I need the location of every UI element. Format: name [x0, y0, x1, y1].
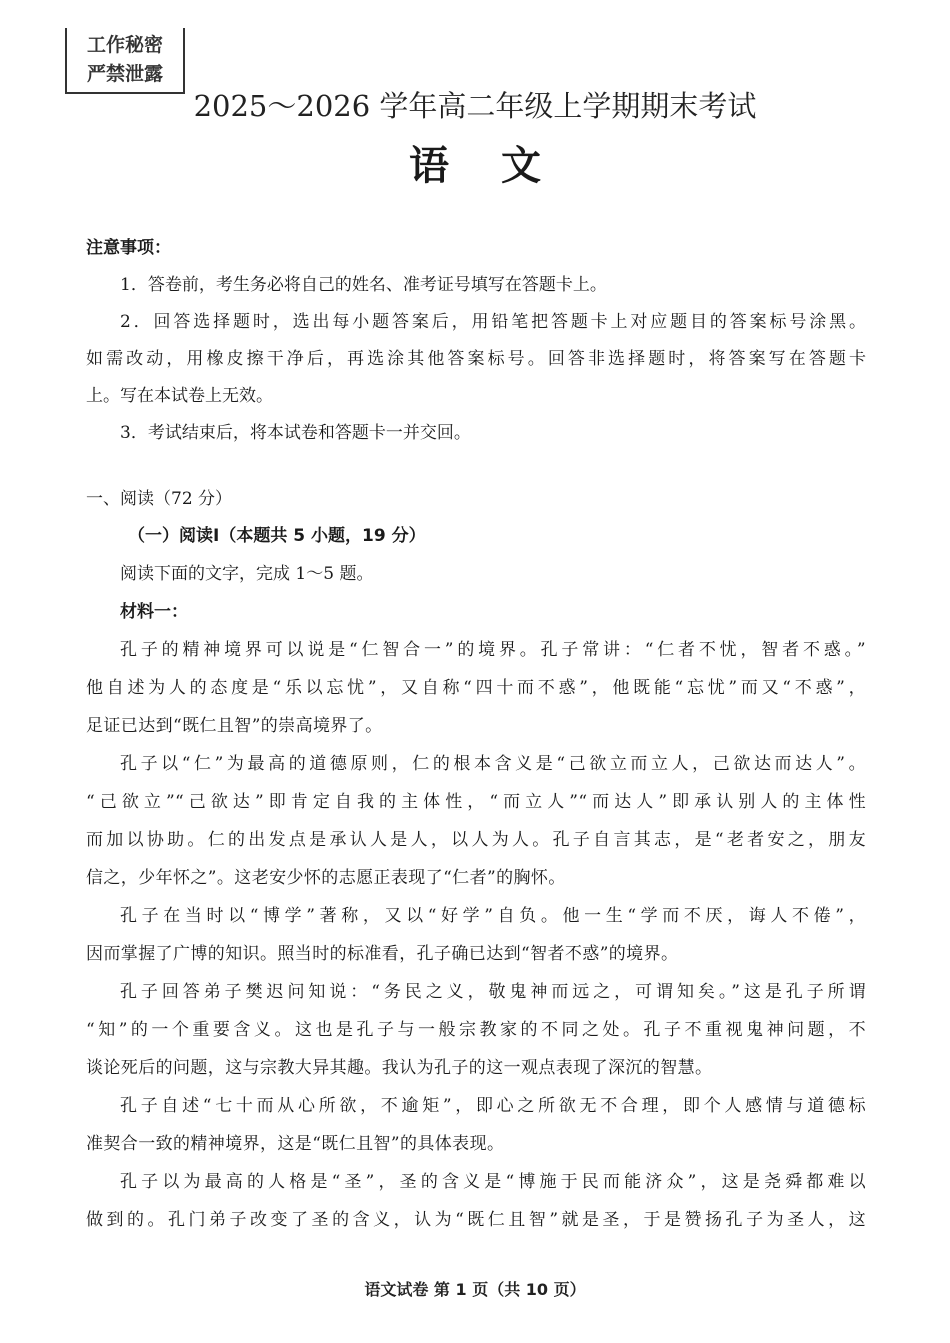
passage-line: 孔子以“仁”为最高的道德原则，仁的根本含义是“己欲立而立人，己欲达而达人”。	[120, 754, 866, 774]
notice-item-2-line-1: 2．回答选择题时，选出每小题答案后，用铅笔把答题卡上对应题目的答案标号涂黑。	[120, 312, 866, 332]
notice-item-1: 1．答卷前，考生务必将自己的姓名、准考证号填写在答题卡上。	[120, 275, 607, 295]
passage-line: 足证已达到“既仁且智”的崇高境界了。	[86, 716, 383, 736]
page-footer: 语文试卷 第 1 页（共 10 页）	[364, 1280, 586, 1299]
passage-line: 他自述为人的态度是“乐以忘忧”，又自称“四十而不惑”，他既能“忘忧”而又“不惑”，	[86, 678, 866, 698]
passage-line: 做到的。孔门弟子改变了圣的含义，认为“既仁且智”就是圣，于是赞扬孔子为圣人，这	[86, 1210, 866, 1230]
passage-line: 信之，少年怀之”。这老安少怀的志愿正表现了“仁者”的胸怀。	[86, 868, 566, 888]
passage-line: 孔子在当时以“博学”著称，又以“好学”自负。他一生“学而不厌，诲人不倦”，	[120, 906, 866, 926]
passage-line: 谈论死后的问题，这与宗教大异其趣。我认为孔子的这一观点表现了深沉的智慧。	[86, 1058, 713, 1078]
passage-line: 因而掌握了广博的知识。照当时的标准看，孔子确已达到“智者不惑”的境界。	[86, 944, 679, 964]
passage-line: 孔子的精神境界可以说是“仁智合一”的境界。孔子常讲：“仁者不忧，智者不惑。”	[120, 640, 866, 660]
notice-item-3: 3．考试结束后，将本试卷和答题卡一并交回。	[120, 423, 471, 443]
passage-line: 孔子以为最高的人格是“圣”，圣的含义是“博施于民而能济众”，这是尧舜都难以	[120, 1172, 866, 1192]
reading-instruction: 阅读下面的文字，完成 1～5 题。	[120, 564, 374, 584]
exam-title: 2025～2026 学年高二年级上学期期末考试	[193, 89, 757, 123]
stamp-line-1: 工作秘密	[86, 34, 163, 56]
notice-item-2-line-3: 上。写在本试卷上无效。	[86, 386, 273, 406]
notice-item-2-line-2: 如需改动，用橡皮擦干净后，再选涂其他答案标号。回答非选择题时，将答案写在答题卡	[86, 349, 866, 369]
passage-line: 而加以协助。仁的出发点是承认人是人，以人为人。孔子自言其志，是“老者安之，朋友	[86, 830, 866, 850]
subject-title: 语文	[409, 143, 593, 189]
subsection-title: （一）阅读I（本题共 5 小题，19 分）	[128, 526, 426, 546]
passage-line: “知”的一个重要含义。这也是孔子与一般宗教家的不同之处。孔子不重视鬼神问题，不	[86, 1020, 866, 1040]
section-title: 一、阅读（72 分）	[86, 489, 233, 509]
stamp-line-2: 严禁泄露	[86, 63, 163, 85]
passage-line: 孔子自述“七十而从心所欲，不逾矩”，即心之所欲无不合理，即个人感情与道德标	[120, 1096, 866, 1116]
passage-line: 准契合一致的精神境界，这是“既仁且智”的具体表现。	[86, 1134, 505, 1154]
passage-line: “己欲立”“己欲达”即肯定自我的主体性，“而立人”“而达人”即承认别人的主体性	[86, 792, 866, 812]
passage-line: 孔子回答弟子樊迟问知说：“务民之义，敬鬼神而远之，可谓知矣。”这是孔子所谓	[120, 982, 866, 1002]
notice-heading: 注意事项：	[86, 238, 171, 258]
material-label: 材料一：	[120, 602, 188, 622]
